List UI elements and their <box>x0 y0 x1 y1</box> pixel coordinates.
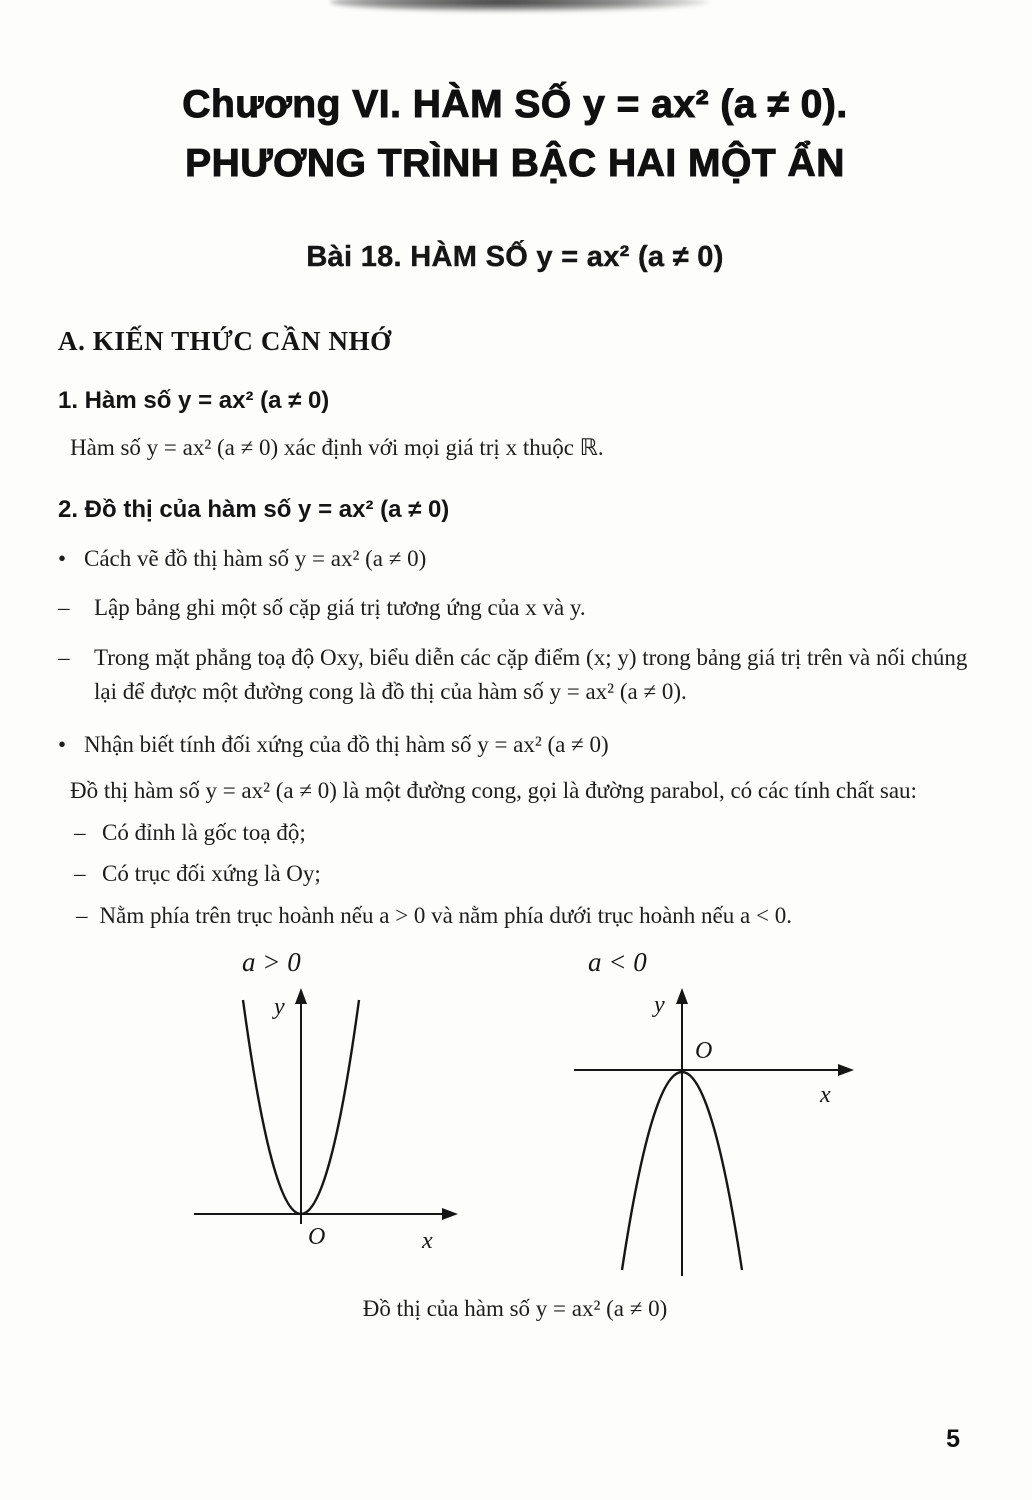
bullet-marker: • <box>58 545 67 571</box>
x-axis-label: x <box>422 1228 433 1254</box>
bullet-item-draw-graph <box>58 542 972 577</box>
property-item-vertex <box>58 816 972 851</box>
bullet-item-text: Cách vẽ đồ thị hàm số y = ax² (a ≠ 0) <box>84 545 427 571</box>
paragraph-item-1: Hàm số y = ax² (a ≠ 0) xác định với mọi giá trị x thuộc ℝ. <box>70 435 604 460</box>
chapter-title-line2: PHƯƠNG TRÌNH BẬC HAI MỘT ẨN <box>185 141 845 185</box>
dash-marker: – <box>58 644 70 670</box>
chapter-title <box>58 76 972 193</box>
bullet-item-symmetry <box>58 728 972 763</box>
property-item-text: Nằm phía trên trục hoành nếu a > 0 và nằm phía dưới trục hoành nếu a < 0. <box>99 902 792 928</box>
property-item-text: Có đỉnh là gốc toạ độ; <box>102 819 306 845</box>
dash-marker: – <box>76 902 88 928</box>
property-item-text: Có trục đối xứng là Oy; <box>102 861 321 886</box>
page-number: 5 <box>946 1425 960 1453</box>
figure-caption: Đồ thị của hàm số y = ax² (a ≠ 0) <box>362 1296 668 1321</box>
dash-marker: – <box>74 861 86 886</box>
lesson-title: Bài 18. HÀM SỐ y = ax² (a ≠ 0) <box>306 241 724 273</box>
x-axis-arrowhead-icon <box>838 1064 854 1076</box>
origin-label: O <box>308 1224 326 1250</box>
dash-item-text: Trong mặt phẳng toạ độ Oxy, biểu diễn các cặp điểm (x; y) trong bảng giá trị trên và nối chúng lại để được một đường cong là đồ thị của hàm số y = ax² (a ≠ 0). <box>94 644 968 704</box>
property-item-axis <box>58 857 972 892</box>
paragraph-parabol-intro: Đồ thị hàm số y = ax² (a ≠ 0) là một đường cong, gọi là đường parabol, có các tính chất sau: <box>70 778 917 803</box>
figure-parabola-positive <box>186 947 466 1278</box>
property-item-position <box>58 899 972 934</box>
dash-marker: – <box>74 819 86 845</box>
x-axis-label: x <box>820 1082 831 1108</box>
figure-label-a-positive: a > 0 <box>242 947 301 977</box>
y-axis-label: y <box>274 994 285 1020</box>
y-axis-arrowhead-icon <box>295 988 307 1004</box>
dash-item-plot-points <box>58 641 972 710</box>
x-axis-arrowhead-icon <box>442 1208 458 1220</box>
section-a-heading: A. KIẾN THỨC CẦN NHỚ <box>58 326 392 356</box>
figure-row <box>186 947 972 1282</box>
figure-parabola-negative <box>562 947 862 1282</box>
parabola-down-graph <box>562 982 862 1282</box>
heading-item-1: 1. Hàm số y = ax² (a ≠ 0) <box>58 387 330 414</box>
origin-label: O <box>695 1038 713 1064</box>
dash-item-text: Lập bảng ghi một số cặp giá trị tương ứng của x và y. <box>94 595 586 620</box>
y-axis-label: y <box>654 992 665 1018</box>
figure-label-a-negative: a < 0 <box>588 947 647 977</box>
dash-marker: – <box>58 595 70 620</box>
y-axis-arrowhead-icon <box>676 988 688 1004</box>
dash-item-table <box>58 591 972 626</box>
scan-artifact-top <box>330 0 710 12</box>
bullet-marker: • <box>58 731 67 757</box>
heading-item-2: 2. Đồ thị của hàm số y = ax² (a ≠ 0) <box>58 495 450 523</box>
parabola-up-graph <box>186 982 466 1278</box>
bullet-item-text: Nhận biết tính đối xứng của đồ thị hàm số y = ax² (a ≠ 0) <box>84 731 609 757</box>
chapter-title-line1: Chương VI. HÀM SỐ y = ax² (a ≠ 0). <box>182 83 848 126</box>
